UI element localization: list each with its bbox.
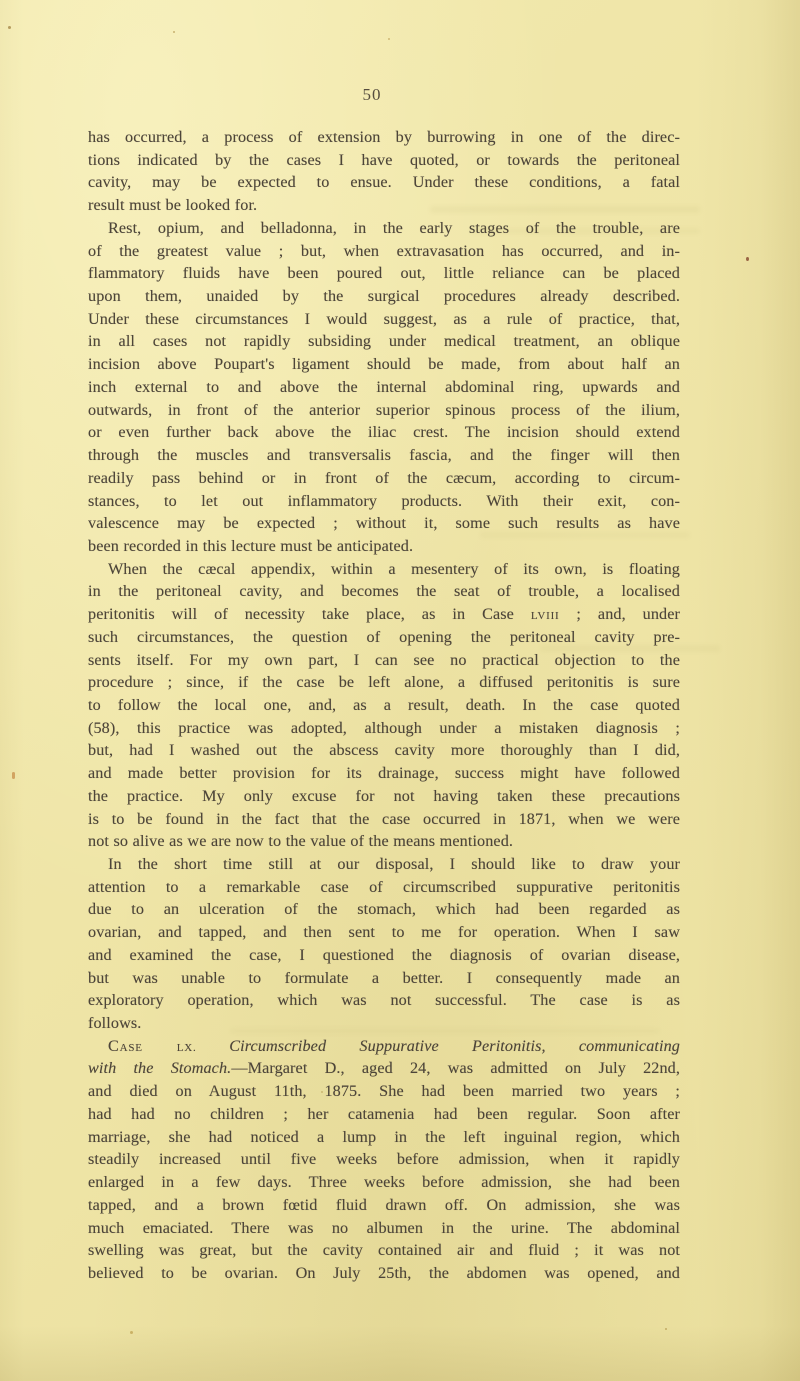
text-segment-roman: valescence may be expected ; without it, some such results as have bbox=[88, 514, 680, 533]
text-line bbox=[88, 558, 680, 581]
text-line bbox=[88, 694, 680, 717]
text-segment-roman: cavity, may be expected to ensue. Under these conditions, a fatal bbox=[88, 173, 680, 192]
text-segment-roman: tapped, and a brown fœtid fluid drawn off. On admission, she was bbox=[88, 1195, 680, 1214]
text-line bbox=[88, 626, 680, 649]
text-segment-roman: in the peritoneal cavity, and becomes the seat of trouble, a localised bbox=[88, 582, 680, 601]
text-segment-roman: attention to a remarkable case of circumscribed suppurative peritonitis bbox=[88, 877, 680, 896]
text-segment-roman: the practice. My only excuse for not having taken these precautions bbox=[88, 786, 680, 805]
text-segment-roman: ; and, under bbox=[559, 605, 680, 624]
text-segment-roman: incision above Poupart's ligament should be made, from about half an bbox=[88, 355, 680, 374]
text-segment-roman: not so alive as we are now to the value of the means mentioned. bbox=[88, 832, 514, 851]
text-line bbox=[88, 1035, 680, 1058]
text-segment-roman: been recorded in this lecture must be anticipated. bbox=[88, 536, 414, 555]
text-segment-roman: upon them, unaided by the surgical procedures already described. bbox=[88, 287, 680, 306]
text-line bbox=[88, 1012, 680, 1035]
paper-speck bbox=[746, 257, 749, 261]
text-segment-roman: procedure ; since, if the case be left alone, a diffused peritonitis is sure bbox=[88, 673, 680, 692]
text-line bbox=[88, 944, 680, 967]
text-line bbox=[88, 490, 680, 513]
text-segment-roman: marriage, she had noticed a lump in the left inguinal region, which bbox=[88, 1127, 680, 1146]
text-line bbox=[88, 330, 680, 353]
text-line bbox=[88, 353, 680, 376]
text-line bbox=[88, 921, 680, 944]
text-segment-roman: and made better provision for its drainage, success might have followed bbox=[88, 764, 680, 783]
text-line bbox=[88, 989, 680, 1012]
text-line bbox=[88, 467, 680, 490]
text-line bbox=[88, 285, 680, 308]
text-line bbox=[88, 535, 680, 558]
text-segment-sc: Case bbox=[108, 1036, 177, 1055]
text-segment-roman: believed to be ovarian. On July 25th, the abdomen was opened, and bbox=[88, 1263, 680, 1282]
text-segment-roman: sents itself. For my own part, I can see no practical objection to the bbox=[88, 650, 680, 669]
text-line bbox=[88, 399, 680, 422]
text-segment-roman: When the cæcal appendix, within a mesentery of its own, is floating bbox=[108, 559, 680, 578]
text-line bbox=[88, 1171, 680, 1194]
text-segment-roman: has occurred, a process of extension by burrowing in one of the direc- bbox=[88, 128, 680, 146]
text-line bbox=[88, 830, 680, 853]
text-segment-roman: (58), this practice was adopted, although under a mistaken diagnosis ; bbox=[88, 718, 680, 737]
text-line bbox=[88, 1262, 680, 1285]
text-segment-allsc: LVIII bbox=[530, 605, 560, 624]
text-segment-allsc: LX. bbox=[176, 1036, 230, 1055]
text-line bbox=[88, 1103, 680, 1126]
text-line bbox=[88, 194, 680, 217]
page-number: 50 bbox=[362, 85, 382, 104]
text-line bbox=[88, 1080, 680, 1103]
text-segment-roman: —Margaret D., aged 24, was admitted on July 22nd, bbox=[231, 1059, 680, 1078]
paper-speck bbox=[388, 38, 390, 40]
text-line bbox=[88, 444, 680, 467]
text-line bbox=[88, 739, 680, 762]
text-line bbox=[88, 649, 680, 672]
text-line bbox=[88, 853, 680, 876]
text-segment-roman: result must be looked for. bbox=[88, 196, 258, 215]
text-line bbox=[88, 580, 680, 603]
text-segment-roman: exploratory operation, which was not successful. The case is as bbox=[88, 991, 680, 1010]
text-segment-roman: such circumstances, the question of opening the peritoneal cavity pre- bbox=[88, 627, 680, 646]
paper-speck bbox=[665, 1328, 667, 1330]
text-segment-roman: but, had I washed out the abscess cavity more thoroughly than I did, bbox=[88, 741, 680, 760]
text-segment-roman: through the muscles and transversalis fascia, and the finger will then bbox=[88, 446, 680, 465]
text-segment-roman: in all cases not rapidly subsiding under medical treatment, an oblique bbox=[88, 332, 680, 351]
text-line bbox=[88, 149, 680, 172]
paper-speck bbox=[130, 1331, 133, 1334]
text-line bbox=[88, 421, 680, 444]
text-segment-roman: to follow the local one, and, as a result, death. In the case quoted bbox=[88, 695, 680, 714]
text-segment-roman: is to be found in the fact that the case occurred in 1871, when we were bbox=[88, 809, 680, 828]
text-segment-italic: Circumscribed Suppurative Peritonitis, communicating bbox=[229, 1036, 680, 1055]
text-segment-italic: with the Stomach. bbox=[88, 1059, 232, 1078]
text-line bbox=[88, 967, 680, 990]
text-segment-roman: due to an ulceration of the stomach, which had been regarded as bbox=[88, 900, 680, 919]
paper-speck bbox=[173, 31, 175, 33]
text-segment-roman: swelling was great, but the cavity contained air and fluid ; it was not bbox=[88, 1241, 680, 1260]
text-segment-roman: but was unable to formulate a better. I consequently made an bbox=[88, 968, 680, 987]
text-segment-roman: and examined the case, I questioned the diagnosis of ovarian disease, bbox=[88, 945, 680, 964]
text-line bbox=[88, 808, 680, 831]
text-line bbox=[88, 1194, 680, 1217]
text-segment-roman: of the greatest value ; but, when extravasation has occurred, and in- bbox=[88, 241, 680, 260]
text-line bbox=[88, 603, 680, 626]
text-line bbox=[88, 262, 680, 285]
text-segment-roman: or even further back above the iliac crest. The incision should extend bbox=[88, 423, 680, 442]
text-line bbox=[88, 126, 680, 149]
text-line bbox=[88, 512, 680, 535]
text-line bbox=[88, 762, 680, 785]
text-line bbox=[88, 1217, 680, 1240]
text-line bbox=[88, 1057, 680, 1080]
text-line bbox=[88, 1126, 680, 1149]
text-line bbox=[88, 671, 680, 694]
text-line bbox=[88, 1148, 680, 1171]
text-segment-roman: enlarged in a few days. Three weeks before admission, she had been bbox=[88, 1173, 680, 1192]
text-line bbox=[88, 1239, 680, 1262]
text-segment-roman: In the short time still at our disposal, I should like to draw your bbox=[108, 855, 680, 873]
text-segment-roman: follows. bbox=[88, 1014, 142, 1033]
text-segment-roman: much emaciated. There was no albumen in the urine. The abdominal bbox=[88, 1218, 680, 1237]
text-line bbox=[88, 240, 680, 263]
text-line bbox=[88, 217, 680, 240]
text-segment-roman: flammatory fluids have been poured out, little reliance can be placed bbox=[88, 264, 680, 283]
text-segment-roman: and died on August 11th, 1875. She had been married two years ; bbox=[88, 1082, 680, 1101]
text-line bbox=[88, 898, 680, 921]
text-segment-roman: Under these circumstances I would suggest, as a rule of practice, that, bbox=[88, 309, 680, 328]
text-segment-roman: had had no children ; her catamenia had been regular. Soon after bbox=[88, 1104, 680, 1123]
text-segment-roman: peritonitis will of necessity take place, as in Case bbox=[88, 605, 531, 624]
text-line bbox=[88, 717, 680, 740]
text-segment-roman: outwards, in front of the anterior superior spinous process of the ilium, bbox=[88, 400, 680, 419]
text-line bbox=[88, 171, 680, 194]
text-segment-roman: tions indicated by the cases I have quoted, or towards the peritoneal bbox=[88, 150, 680, 169]
text-line bbox=[88, 876, 680, 899]
text-segment-roman: stances, to let out inflammatory products. With their exit, con- bbox=[88, 491, 680, 510]
text-segment-roman: Rest, opium, and belladonna, in the early stages of the trouble, are bbox=[108, 218, 680, 237]
text-segment-roman: ovarian, and tapped, and then sent to me for operation. When I saw bbox=[88, 923, 680, 942]
text-line bbox=[88, 785, 680, 808]
text-segment-roman: steadily increased until five weeks before admission, when it rapidly bbox=[88, 1150, 680, 1169]
text-line bbox=[88, 308, 680, 331]
text-segment-roman: readily pass behind or in front of the cæcum, according to circum- bbox=[88, 468, 680, 487]
page-text-block bbox=[88, 126, 680, 1285]
text-segment-roman: inch external to and above the internal abdominal ring, upwards and bbox=[88, 377, 680, 396]
paper-speck bbox=[8, 26, 11, 29]
text-line bbox=[88, 376, 680, 399]
paper-speck bbox=[12, 772, 15, 779]
